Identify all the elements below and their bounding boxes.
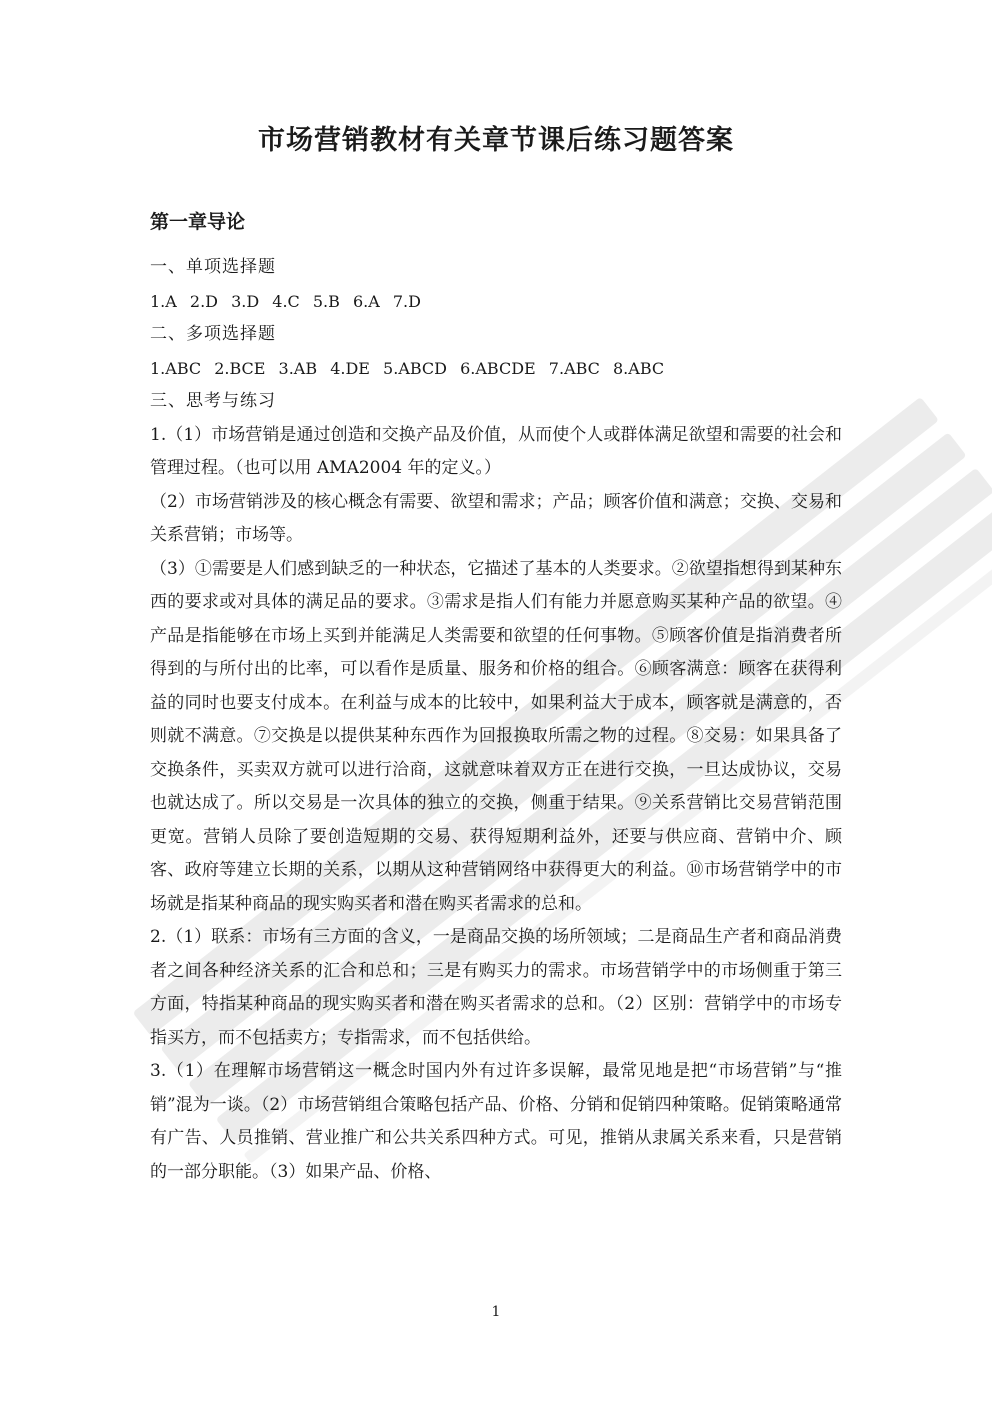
answer-q1-part2: （2）市场营销涉及的核心概念有需要、欲望和需求；产品；顾客价值和满意；交换、交易和关系营销；市场等。 <box>150 491 842 545</box>
section-heading-exercises: 三、思考与练习 <box>150 391 276 411</box>
multiple-choice-answers: 1.ABC 2.BCE 3.AB 4.DE 5.ABCD 6.ABCDE 7.ABC 8.ABC <box>150 358 665 378</box>
page-number: 1 <box>491 1304 501 1320</box>
section-heading-single-choice: 一、单项选择题 <box>150 257 276 277</box>
answer-q1-part3: （3）①需要是人们感到缺乏的一种状态，它描述了基本的人类要求。②欲望指想得到某种东西的要求或对具体的满足品的要求。③需求是指人们有能力并愿意购买某种产品的欲望。④产品是指能够在市场上买到并能满足人类需要和欲望的任何事物。⑤顾客价值是指消费者所得到的与所付出的比率，可以看作是质量、服务和价格的组合。⑥顾客满意：顾客在获得利益的同时也要支付成本。在利益与成本的比较中，如果利益大于成本，顾客就是满意的，否则就不满意。⑦交换是以提供某种东西作为回报换取所需之物的过程。⑧交易：如果具备了交换条件，买卖双方就可以进行洽商，这就意味着双方正在进行交换，一旦达成协议，交易也就达成了。所以交易是一次具体的独立的交换，侧重于结果。⑨关系营销比交易营销范围更宽。营销人员除了要创造短期的交易、获得短期利益外，还要与供应商、营销中介、顾客、政府等建立长期的关系，以期从这种营销网络中获得更大的利益。⑩市场营销学中的市场就是指某种商品的现实购买者和潜在购买者需求的总和。 <box>150 558 842 914</box>
single-choice-answers: 1.A 2.D 3.D 4.C 5.B 6.A 7.D <box>150 291 421 311</box>
answer-q2: 2.（1）联系：市场有三方面的含义，一是商品交换的场所领域；二是商品生产者和商品消费者之间各种经济关系的汇合和总和；三是有购买力的需求。市场营销学中的市场侧重于第三方面，特指某种商品的现实购买者和潜在购买者需求的总和。（2）区别：营销学中的市场专指买方，而不包括卖方；专指需求，而不包括供给。 <box>150 927 842 1048</box>
answer-q3: 3.（1）在理解市场营销这一概念时国内外有过许多误解，最常见地是把“市场营销”与“推销”混为一谈。（2）市场营销组合策略包括产品、价格、分销和促销四种策略。促销策略通常有广告、人员推销、营业推广和公共关系四种方式。可见，推销从隶属关系来看，只是营销的一部分职能。（3）如果产品、价格、 <box>150 1061 842 1182</box>
answer-q1-part1: 1.（1）市场营销是通过创造和交换产品及价值，从而使个人或群体满足欲望和需要的社会和管理过程。（也可以用 AMA2004 年的定义。） <box>150 424 842 478</box>
document-body <box>150 251 842 1189</box>
document-title: 市场营销教材有关章节课后练习题答案 <box>258 125 734 156</box>
chapter-heading: 第一章导论 <box>150 211 246 233</box>
section-heading-multiple-choice: 二、多项选择题 <box>150 324 276 344</box>
